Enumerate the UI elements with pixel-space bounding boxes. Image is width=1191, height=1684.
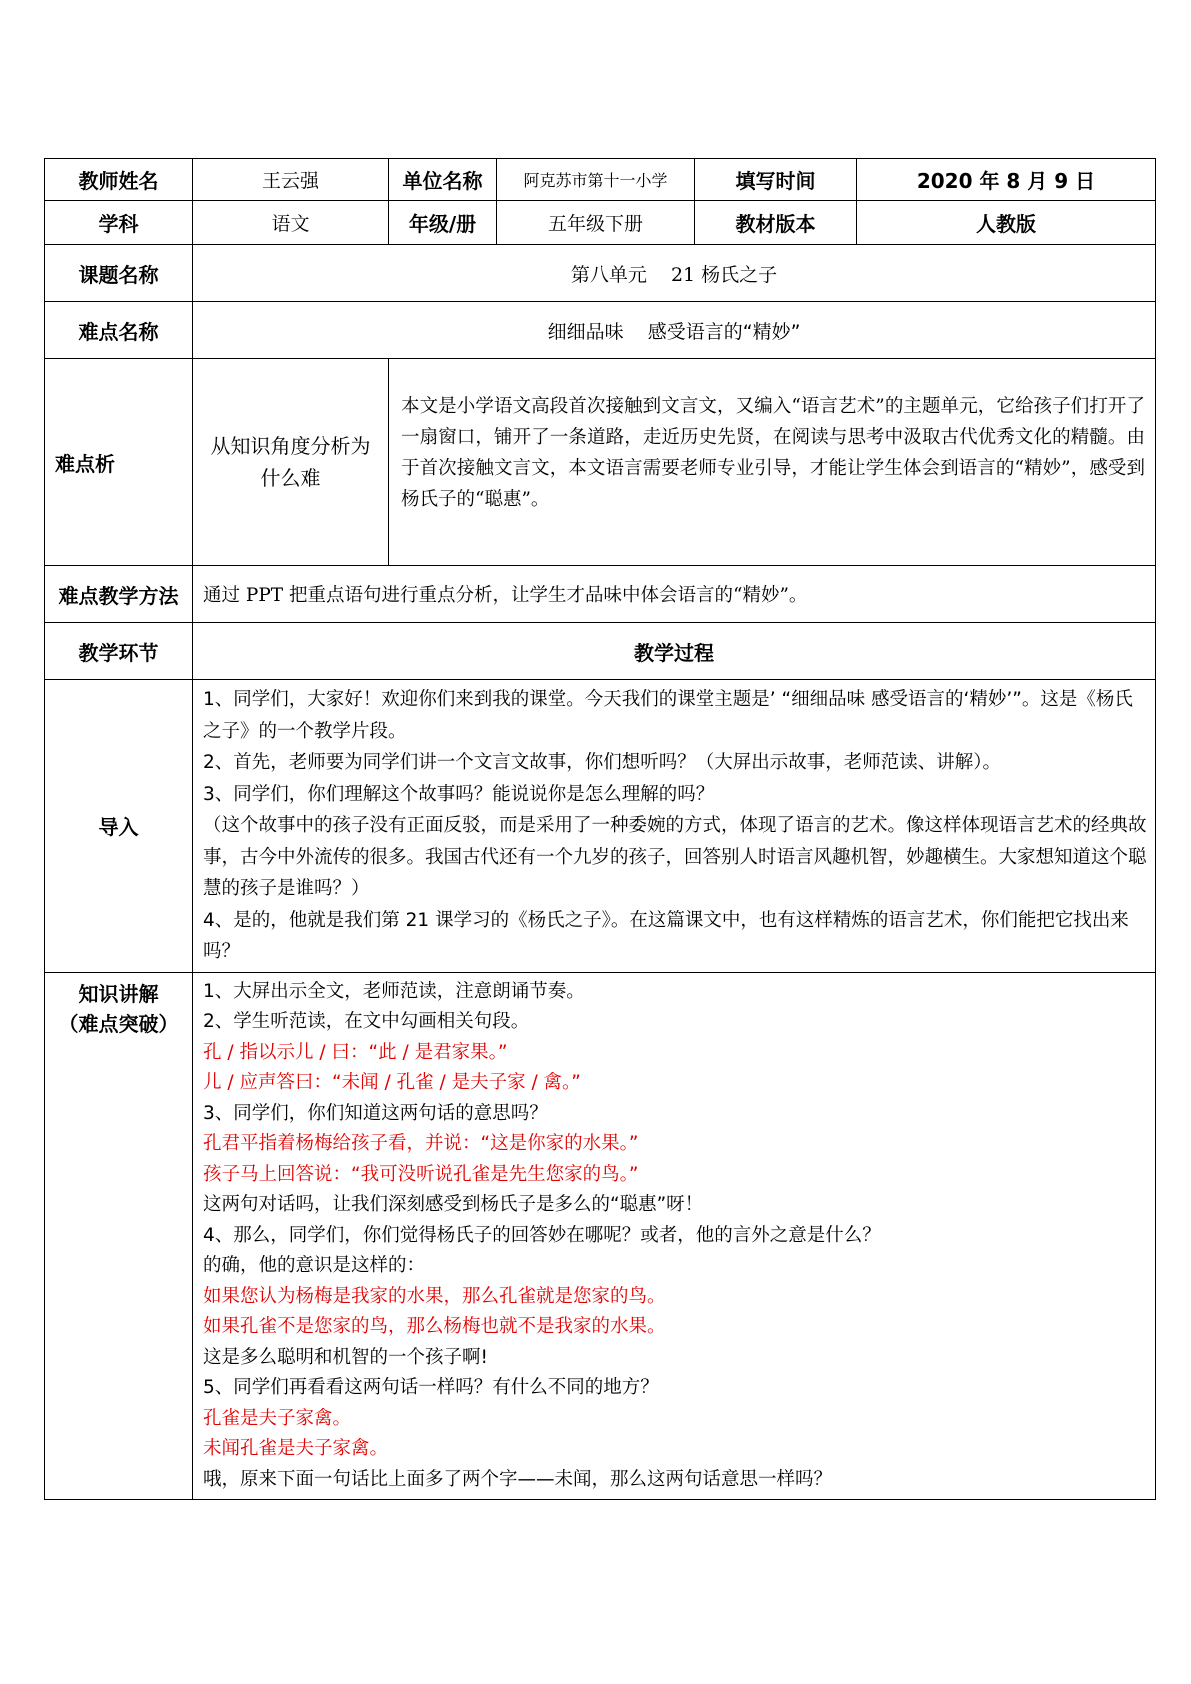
knowledge-line: 4、那么，同学们，你们觉得杨氏子的回答妙在哪呢？或者，他的言外之意是什么？	[203, 1224, 881, 1246]
method-label: 难点教学方法	[45, 566, 193, 623]
intro-line: 3、同学们，你们理解这个故事吗？能说说你是怎么理解的吗？	[203, 783, 715, 805]
subject-label: 学科	[45, 201, 193, 245]
intro-content	[193, 680, 1156, 973]
difficulty-label: 难点名称	[45, 302, 193, 359]
row-teacher-info	[45, 159, 1156, 201]
knowledge-line: 3、同学们，你们知道这两句话的意思吗？	[203, 1102, 548, 1124]
knowledge-label	[45, 972, 193, 1500]
row-analysis	[45, 359, 1156, 566]
intro-label: 导入	[45, 680, 193, 973]
topic-label: 课题名称	[45, 245, 193, 302]
analysis-sub-label: 从知识角度分析为什么难	[193, 359, 389, 566]
unit-value: 阿克苏市第十一小学	[497, 159, 695, 201]
knowledge-line: 哦，原来下面一句话比上面多了两个字——未闻，那么这两句话意思一样吗？	[203, 1468, 833, 1490]
row-subject-info	[45, 201, 1156, 245]
grade-label: 年级/册	[389, 201, 497, 245]
grade-value: 五年级下册	[497, 201, 695, 245]
row-intro	[45, 680, 1156, 973]
intro-line: （这个故事中的孩子没有正面反驳，而是采用了一种委婉的方式，体现了语言的艺术。像这样体现语言艺术的经典故事，古今中外流传的很多。我国古代还有一个九岁的孩子，回答别人时语言风趣机智，妙趣横生。大家想知道这个聪慧的孩子是谁吗？）	[203, 815, 1147, 899]
row-method	[45, 566, 1156, 623]
date-label: 填写时间	[695, 159, 857, 201]
knowledge-line: 1、大屏出示全文，老师范读，注意朗诵节奏。	[203, 980, 585, 1002]
intro-line: 1、同学们，大家好！欢迎你们来到我的课堂。今天我们的课堂主题是’ “细细品味 感受语言的‘精妙’”。这是《杨氏之子》的一个教学片段。	[203, 689, 1133, 742]
intro-line: 4、是的，他就是我们第 21 课学习的《杨氏之子》。在这篇课文中，也有这样精炼的语言艺术，你们能把它找出来吗？	[203, 909, 1129, 962]
analysis-text: 本文是小学语文高段首次接触到文言文，又编入“语言艺术”的主题单元，它给孩子们打开了一扇窗口，铺开了一条道路，走近历史先贤，在阅读与思考中汲取古代优秀文化的精髓。由于首次接触文言文，本文语言需要老师专业引导，才能让学生体会到语言的“精妙”，感受到杨氏子的“聪惠”。	[389, 359, 1156, 566]
lesson-plan-table	[44, 158, 1156, 1500]
subject-value: 语文	[193, 201, 389, 245]
highlighted-sentence: 孔雀是夫子家禽。	[203, 1407, 352, 1429]
process-value-label: 教学过程	[193, 623, 1156, 680]
knowledge-line: 这两句对话吗，让我们深刻感受到杨氏子是多么的“聪惠”呀！	[203, 1194, 704, 1215]
highlighted-sentence: 孔 / 指以示儿 / 曰：“此 / 是君家果。”	[203, 1041, 508, 1063]
highlighted-sentence: 如果孔雀不是您家的鸟，那么杨梅也就不是我家的水果。	[203, 1316, 666, 1337]
knowledge-line: 5、同学们再看看这两句话一样吗？有什么不同的地方？	[203, 1377, 659, 1398]
knowledge-label-line1: 知识讲解	[78, 981, 159, 1006]
edition-value: 人教版	[857, 201, 1156, 245]
knowledge-content	[193, 972, 1156, 1500]
process-step-label: 教学环节	[45, 623, 193, 680]
method-text: 通过 PPT 把重点语句进行重点分析，让学生才品味中体会语言的“精妙”。	[193, 566, 1156, 623]
analysis-label: 难点析	[45, 359, 193, 566]
edition-label: 教材版本	[695, 201, 857, 245]
highlighted-sentence: 儿 / 应声答曰：“未闻 / 孔雀 / 是夫子家 / 禽。”	[203, 1072, 581, 1093]
knowledge-line: 的确，他的意识是这样的：	[203, 1255, 426, 1276]
unit-label: 单位名称	[389, 159, 497, 201]
knowledge-line: 这是多么聪明和机智的一个孩子啊!	[203, 1346, 488, 1368]
highlighted-sentence: 孩子马上回答说：“我可没听说孔雀是先生您家的鸟。”	[203, 1163, 639, 1185]
topic-value: 第八单元 21 杨氏之子	[193, 245, 1156, 302]
difficulty-value: 细细品味 感受语言的“精妙”	[193, 302, 1156, 359]
knowledge-line: 2、学生听范读，在文中勾画相关句段。	[203, 1011, 530, 1032]
row-knowledge	[45, 972, 1156, 1500]
row-process-header	[45, 623, 1156, 680]
highlighted-sentence: 如果您认为杨梅是我家的水果，那么孔雀就是您家的鸟。	[203, 1285, 666, 1307]
date-value: 2020 年 8 月 9 日	[857, 159, 1156, 201]
lesson-plan-document	[44, 158, 1155, 1500]
knowledge-lines	[203, 977, 1147, 1496]
row-difficulty	[45, 302, 1156, 359]
highlighted-sentence: 孔君平指着杨梅给孩子看，并说：“这是你家的水果。”	[203, 1133, 639, 1154]
teacher-label: 教师姓名	[45, 159, 193, 201]
teacher-value: 王云强	[193, 159, 389, 201]
knowledge-label-line2: （难点突破）	[58, 1011, 179, 1036]
intro-line: 2、首先，老师要为同学们讲一个文言文故事，你们想听吗？（大屏出示故事，老师范读、讲解）。	[203, 752, 1002, 773]
highlighted-sentence: 未闻孔雀是夫子家禽。	[203, 1438, 389, 1459]
row-topic	[45, 245, 1156, 302]
